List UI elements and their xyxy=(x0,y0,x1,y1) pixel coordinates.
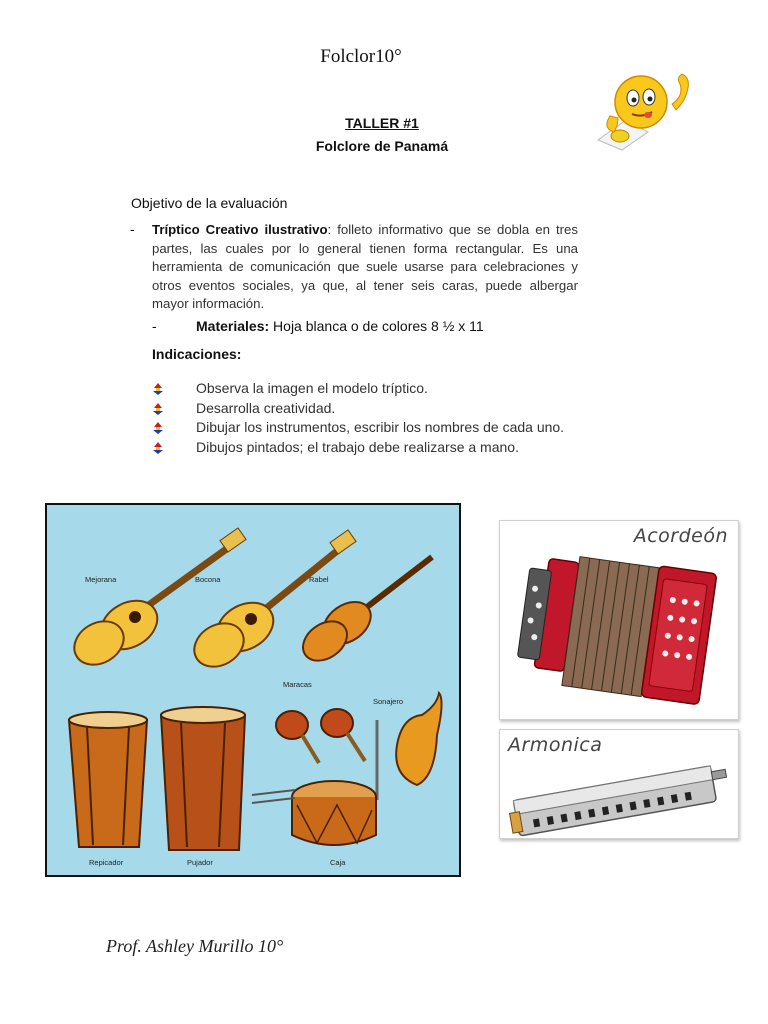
arrow-bullet-icon xyxy=(152,383,164,395)
list-dash: - xyxy=(130,221,135,237)
label-repicador: Repicador xyxy=(89,858,124,867)
list-item xyxy=(152,399,564,419)
accordion-icon xyxy=(500,521,738,719)
label-mejorana: Mejorana xyxy=(85,575,117,584)
rabel-violin-icon xyxy=(296,557,432,669)
harmonica-label: Armonica xyxy=(508,734,603,756)
harmonica-icon xyxy=(500,730,738,838)
indications-list xyxy=(152,379,564,457)
label-caja: Caja xyxy=(330,858,346,867)
materials-label: Materiales: xyxy=(196,318,270,334)
materials-line xyxy=(196,318,484,334)
objective-heading: Objetivo de la evaluación xyxy=(131,195,288,211)
instruments-drawing xyxy=(47,505,459,875)
triptico-description: : folleto informativo que se dobla en tres partes, las cuales por lo general tienen forma rectangular. Es una herramienta de comunicación que suele usarse para celebraciones y otros eventos sociales, ya que, al tener seis caras, puede albergar mayor información. xyxy=(152,222,578,311)
pujador-drum-icon xyxy=(161,707,245,850)
document-title: Folclor10° xyxy=(320,46,402,67)
sonajero-icon xyxy=(377,693,442,800)
indication-text: Observa la imagen el modelo tríptico. xyxy=(196,380,428,396)
materials-value: Hoja blanca o de colores 8 ½ x 11 xyxy=(269,318,484,334)
triptico-term: Tríptico Creativo ilustrativo xyxy=(152,222,328,237)
label-pujador: Pujador xyxy=(187,858,213,867)
harmonica-card xyxy=(499,729,739,839)
taller-title: TALLER #1 xyxy=(345,115,419,131)
instruments-illustration xyxy=(45,503,461,877)
label-bocona: Bocona xyxy=(195,575,221,584)
caja-drum-icon xyxy=(252,781,376,845)
page-subtitle: Folclore de Panamá xyxy=(315,138,449,154)
accordion-label: Acordeón xyxy=(633,525,728,547)
label-maracas: Maracas xyxy=(283,680,312,689)
indication-text: Dibujos pintados; el trabajo debe realizarse a mano. xyxy=(196,438,519,455)
triptico-definition xyxy=(152,221,578,314)
indication-text: Dibujar los instrumentos, escribir los nombres de cada uno. xyxy=(196,419,565,435)
arrow-bullet-icon xyxy=(152,403,164,415)
indication-text: Desarrolla creatividad. xyxy=(196,399,336,416)
accordion-card xyxy=(499,520,739,720)
maracas-icon xyxy=(276,709,365,763)
arrow-bullet-icon xyxy=(152,442,164,454)
list-item xyxy=(152,418,564,438)
label-rabel: Rabel xyxy=(309,575,329,584)
list-item xyxy=(152,438,564,458)
indications-title: Indicaciones: xyxy=(152,346,242,362)
repicador-drum-icon xyxy=(69,712,147,847)
list-item xyxy=(152,379,564,399)
list-dash: - xyxy=(152,318,157,334)
label-sonajero: Sonajero xyxy=(373,697,404,706)
author-footer: Prof. Ashley Murillo 10° xyxy=(106,936,284,956)
arrow-bullet-icon xyxy=(152,422,164,434)
